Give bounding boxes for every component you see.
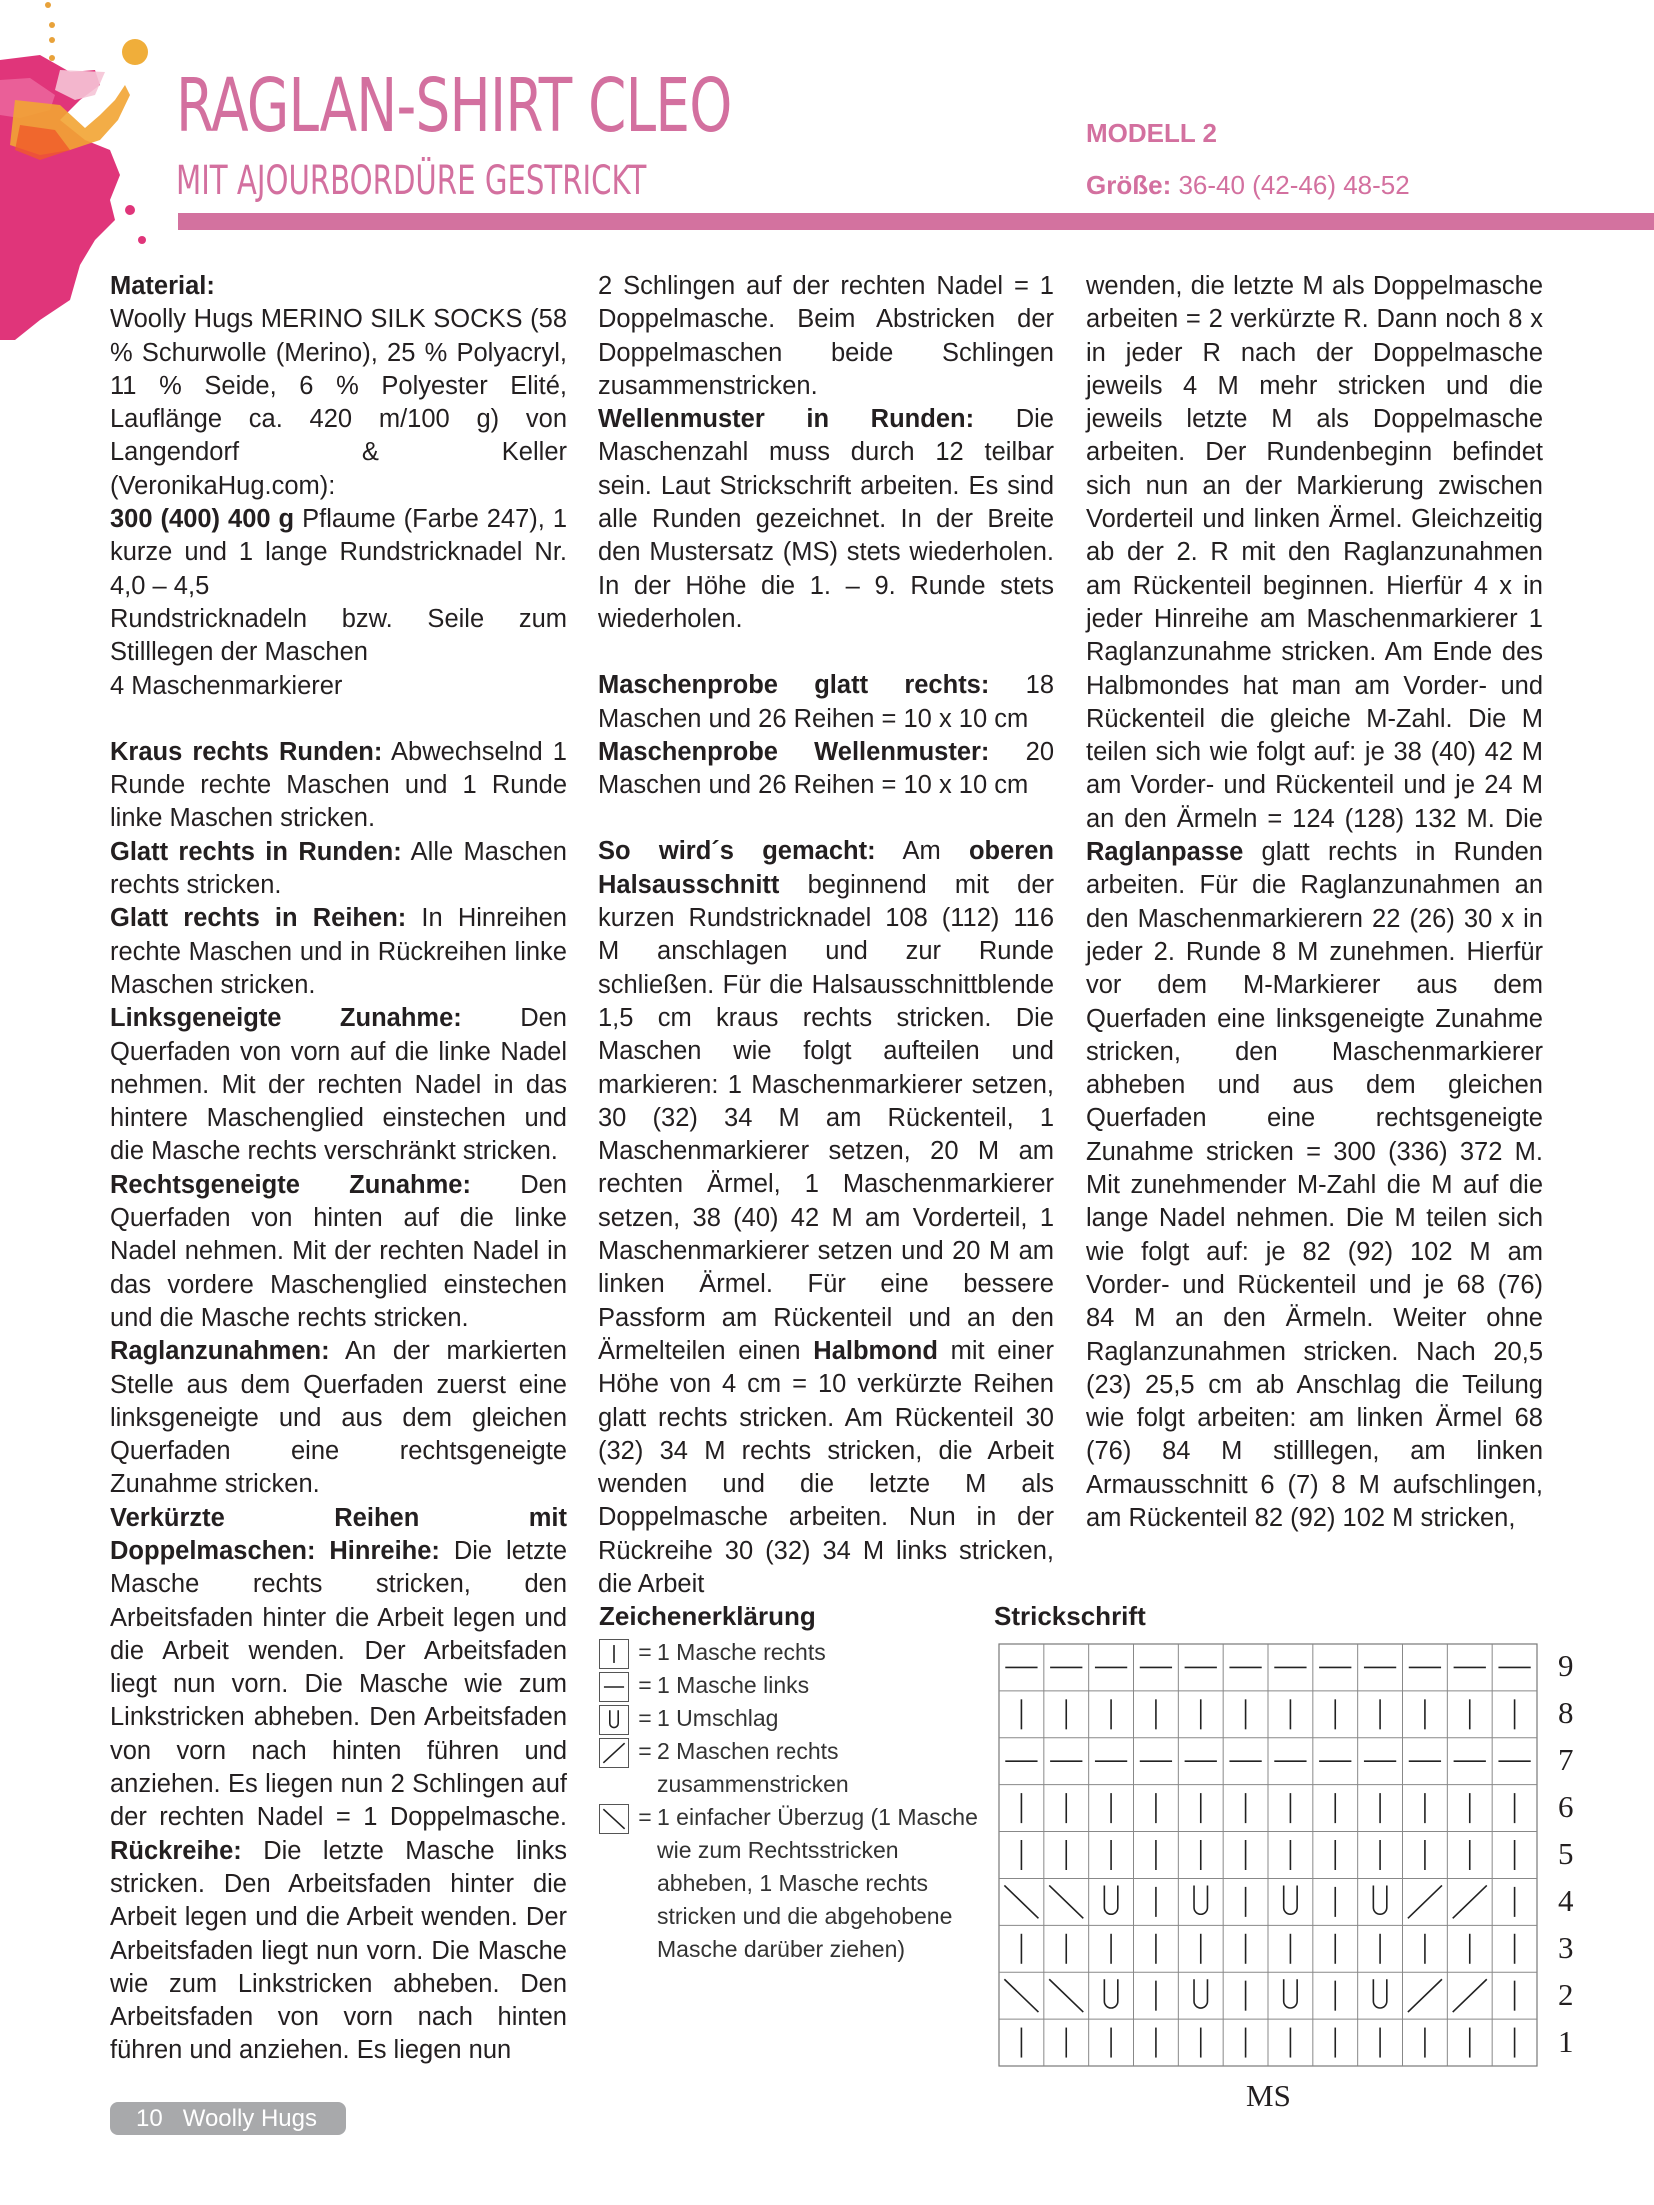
k2tog-icon [599,1738,629,1768]
paragraph [110,270,567,303]
paragraph-text: Pflaume (Farbe 247), 1 kurze und 1 lange Rundstricknadel Nr. 4,0 – 4,5 [110,505,568,600]
row-number-label: 5 [1558,1836,1574,1871]
equals-sign: = [638,1804,652,1830]
paragraph-text: beginnend mit der kurzen Rundstricknadel 108 (112) 116 M anschlagen und zur Runde schließen. Für die Halsausschnittblende 1,5 cm kraus rechts stricken. Die Maschen wie folgt aufteilen und markieren: 1 Maschenmarkierer setzen, 30 (32) 34 M am Rückenteil, 1 Maschenmarkierer setzen, 20 M am rechten Ärmel, 1 Maschenmarkierer setzen, 38 (40) 42 M am Vorderteil, 1 Maschenmarkierer setzen und 20 M am linken Ärmel. Für eine bessere Passform am Rückenteil und an den Ärmelteilen einen [598,870,1054,1365]
paragraph [598,403,1054,636]
paragraph-gap [598,636,1054,669]
paragraph-gap [598,802,1054,835]
legend-item [599,1801,979,1966]
paragraph-text: An der markierten Stelle aus dem Querfaden zuerst eine linksgeneigte und aus dem gleichen Querfaden eine rechtsgeneigte Zunahme stricken. [110,1337,567,1499]
legend-item [599,1735,979,1801]
knit-stitch-icon [599,1639,629,1669]
page-title: RAGLAN-SHIRT CLEO [176,63,732,149]
yarn-over-icon-glyph [610,1710,618,1727]
paragraph-text: 4 Maschenmarkierer [110,671,343,700]
paragraph-text: wenden, die letzte M als Doppelmasche arbeiten = 2 verkürzte R. Dann noch 8 x in jeder R nach der Doppelmasche jeweils 4 M mehr stricken und die jeweils letzte M als Doppelmasche arbeiten. Der Rundenbeginn befindet sich nun an der Markierung zwischen Vorderteil und linken Ärmel. Gleichzeitig ab der 2. R mit den Raglanzunahmen am Rückenteil beginnen. Hierfür 4 x in jeder Hinreihe am Maschenmarkierer 1 Raglanzunahme stricken. Am Ende des Halbmondes hat man am Vorder- und Rückenteil die gleiche M-Zahl. Die M teilen sich wie folgt auf: je 38 (40) 42 M am Vorder- und Rückenteil und je 24 M an den Ärmeln = 124 (128) 132 M. Die [1086,272,1543,833]
paragraph-text: mit einer Höhe von 4 cm = 10 verkürzte Reihen glatt rechts stricken. Am Rückenteil 30 (32) 34 M rechts stricken, die Arbeit wenden und die letzte M als Doppelmasche arbeiten. Nun in der Rückreihe 30 (32) 34 M links stricken, die Arbeit [598,1336,1054,1598]
row-number-label: 7 [1558,1742,1574,1778]
paragraph [110,836,567,903]
paragraph-heading: Wellenmuster in Runden: [598,405,975,434]
page-number: 10 [136,2105,163,2132]
purl-stitch-icon [599,1672,629,1702]
chart-title: Strickschrift [994,1601,1146,1631]
paragraph [1086,270,1543,1535]
row-number-label: 8 [1558,1695,1574,1731]
size-label: Größe: [1086,170,1172,200]
paragraph-heading: Linksgeneigte Zunahme: [110,1004,462,1033]
equals-sign: = [638,1639,652,1665]
equals-sign: = [638,1705,652,1731]
row-number-label: 1 [1558,2023,1574,2059]
paragraph-heading: Maschenprobe glatt rechts: [598,671,990,700]
row-number-label: 3 [1558,1929,1574,1965]
paragraph-heading: Verkürzte Reihen mit Doppelmaschen: Hinreihe: [110,1503,567,1565]
paragraph-text: Die letzte Masche rechts stricken, den Arbeitsfaden hinter die Arbeit legen und die Arbeit wenden. Der Arbeitsfaden liegt nun vorn. Die Masche wie zum Linkstricken abheben. Den Arbeitsfaden von vorn nach hinten führen und anziehen. Es liegen nun 2 Schlingen auf der rechten Nadel = 1 Doppelmasche. [110,1536,568,1832]
paragraph-heading: Material: [110,272,215,300]
legend-item [599,1636,979,1669]
paragraph-text: 2 Schlingen auf der rechten Nadel = 1 Doppelmasche. Beim Abstricken der Doppelmaschen beide Schlingen zusammenstricken. [598,272,1054,400]
legend-item [599,1669,979,1702]
paragraph-text: Den Querfaden von vorn auf die linke Nadel nehmen. Mit der rechten Nadel in das hintere Maschenglied einstechen und die Masche rechts verschränkt stricken. [110,1004,567,1166]
paragraph [110,736,567,836]
legend-text: 2 Maschen rechts zusammenstricken [657,1738,849,1797]
paragraph-heading: oberen Halsausschnitt [598,837,1054,899]
paragraph-text: Woolly Hugs MERINO SILK SOCKS (58 % Schurwolle (Merino), 25 % Polyacryl, 11 % Seide, 6 % Polyester Elité, Lauflänge ca. 420 m/100 g) von Langendorf & Keller (VeronikaHug.com): [110,305,567,500]
paragraph [110,603,567,670]
paragraph-text: Am [875,837,969,866]
paragraph-text: Alle Maschen rechts stricken. [110,837,567,900]
size-value: 36-40 (42-46) 48-52 [1171,170,1410,200]
page-footer [110,2102,346,2135]
paragraph-text: glatt rechts in Runden arbeiten. Für die Raglanzunahmen an den Maschenmarkierern 22 (26) 30 x in jeder 2. Runde 8 M zunehmen. Hierfür vor dem M-Markierer aus dem Querfaden eine linksgeneigte Zunahme stricken, den Maschenmarkierer abheben und aus dem gleichen Querfaden eine rechtsgeneigte Zunahme stricken = 300 (336) 372 M. Mit zunehmender M-Zahl die M auf die lange Nadel nehmen. Die M teilen sich wie folgt auf: je 82 (92) 102 M am Vorder- und Rückenteil und je 68 (76) 84 M an den Ärmeln. Weiter ohne Raglanzunahmen stricken. Nach 20,5 (23) 25,5 cm ab Anschlag die Teilung wie folgt arbeiten: am linken Ärmel 68 (76) 84 M stilllegen, am linken Armausschnitt 6 (7) 8 M aufschlingen, am Rückenteil 82 (92) 102 M stricken, [1086,838,1543,1532]
paragraph-text: Abwechselnd 1 Runde rechte Maschen und 1 Runde linke Maschen stricken. [110,737,567,833]
knitting-chart [998,1643,1538,2067]
model-label: MODELL 2 [1086,118,1217,148]
footer-brand: Woolly Hugs [182,2105,317,2132]
legend-title: Zeichenerklärung [599,1601,816,1631]
paragraph-text: 18 Maschen und 26 Reihen = 10 x 10 cm [598,671,1054,733]
row-number-label: 6 [1558,1789,1574,1825]
paragraph-heading: So wird´s gemacht: [598,837,876,866]
row-number-label: 9 [1558,1648,1574,1684]
paragraph [110,1169,567,1335]
paragraph-heading: Glatt rechts in Runden: [110,837,402,866]
paragraph [598,270,1054,403]
paragraph [598,835,1054,1601]
paragraph-heading: 300 (400) 400 g [110,505,295,534]
legend-text: 1 Masche links [657,1672,810,1698]
paragraph-heading: Kraus rechts Runden: [110,737,383,766]
text-column-3 [1086,270,1543,1535]
paragraph-text: Die Maschenzahl muss durch 12 teilbar sein. Laut Strickschrift arbeiten. Es sind alle Runden gezeichnet. In der Breite den Mustersatz (MS) stets wiederholen. In der Höhe die 1. – 9. Runde stets wiederholen. [598,405,1054,633]
paragraph-gap [110,703,567,736]
legend-text: 1 Umschlag [657,1705,779,1731]
row-number-label: 4 [1558,1882,1574,1918]
paragraph [110,902,567,1002]
paragraph-heading: Glatt rechts in Reihen: [110,904,407,933]
legend-item [599,1702,979,1735]
legend-text: 1 einfacher Überzug (1 Masche wie zum Rechtsstricken abheben, 1 Masche rechts stricken und die abgehobene Masche darüber ziehen) [657,1804,978,1962]
skp-icon [599,1804,629,1834]
yarn-over-icon [599,1705,629,1735]
paragraph-text: Die letzte Masche links stricken. Den Arbeitsfaden hinter die Arbeit legen und die Arbeit wenden. Der Arbeitsfaden liegt nun vorn. Die Masche wie zum Linkstricken abheben. Den Arbeitsfaden von vorn nach hinten führen und anziehen. Es liegen nun [110,1836,567,2065]
header-rule [178,213,1654,230]
paragraph-heading: Rechtsgeneigte Zunahme: [110,1170,471,1199]
paragraph-text: Den Querfaden von hinten auf die linke Nadel nehmen. Mit der rechten Nadel in das vordere Maschenglied einstechen und die Masche rechts stricken. [110,1170,567,1332]
paragraph-heading: Raglanpasse [1086,838,1244,867]
paragraph [110,303,567,503]
paragraph [598,669,1054,736]
skp-icon-glyph [603,1809,624,1829]
text-column-2 [598,270,1054,1601]
pattern-repeat-label: MS [1246,2078,1291,2113]
paragraph [110,1335,567,1501]
paragraph-heading: Rückreihe: [110,1836,242,1865]
text-column-1 [110,270,567,2068]
row-number-label: 2 [1558,1976,1574,2012]
symbol-legend [599,1600,979,1966]
equals-sign: = [638,1738,652,1764]
paragraph [110,1002,567,1168]
size-info [1086,170,1410,201]
legend-text: 1 Masche rechts [657,1639,826,1665]
equals-sign: = [638,1672,652,1698]
paragraph-text: 20 Maschen und 26 Reihen = 10 x 10 cm [598,737,1055,800]
paragraph-text: In Hinreihen rechte Maschen und in Rückreihen linke Maschen stricken. [110,904,567,999]
paragraph [110,670,567,703]
paragraph-text: Rundstricknadeln bzw. Seile zum Stilllegen der Maschen [110,604,567,667]
page-subtitle: MIT AJOURBORDÜRE GESTRICKT [176,158,647,204]
paragraph [110,503,567,603]
paragraph [110,1502,567,2068]
paragraph-heading: Raglanzunahmen: [110,1337,330,1366]
paragraph [598,736,1054,803]
paragraph-heading: Maschenprobe Wellenmuster: [598,737,990,766]
paragraph-heading: Halbmond [813,1336,938,1365]
k2tog-icon-glyph [603,1743,624,1763]
